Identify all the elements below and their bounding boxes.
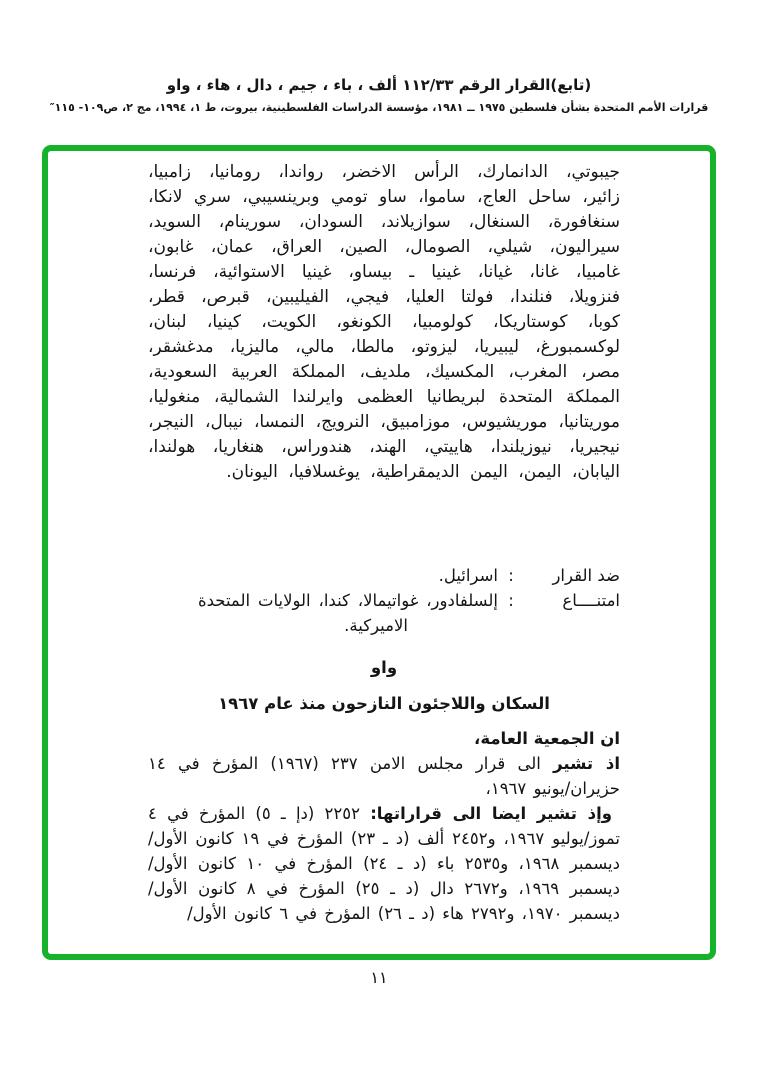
against-label: ضد القرار	[552, 566, 620, 585]
preamble-intro: ان الجمعية العامة،	[474, 729, 620, 748]
resolution-title: (تابع)القرار الرقم ١١٢/٣٣ ألف ، باء ، جيم ، دال ، هاء ، واو	[166, 76, 592, 94]
citation-line: قرارات الأمم المتحدة بشأن فلسطين ١٩٧٥ ــ ١٩٨١، مؤسسة الدراسات الفلسطينية، بيروت، ط ١، ١٩٩٤، مج ٢، ص١٠٩- ١١٥″	[49, 101, 709, 114]
vote-abstain-row	[148, 588, 620, 638]
paragraph-1-lead: اذ تشير	[553, 754, 620, 773]
abstain-value-line1: إلسلفادور، غواتيمالا، كندا، الولايات المتحدة	[198, 591, 498, 610]
paragraph-2-lead: وإذ تشير ايضا الى قراراتها:	[370, 804, 612, 823]
against-value: اسرائيل.	[438, 566, 498, 585]
preamble-paragraph-1	[148, 751, 620, 801]
preamble-paragraph-2	[148, 801, 620, 926]
abstain-value-line2: الاميركية.	[344, 616, 408, 635]
resolution-text-box	[42, 145, 716, 960]
vote-in-favor-list: جيبوتي، الدانمارك، الرأس الاخضر، رواندا، رومانيا، زامبيا، زائير، ساحل العاج، ساموا، ساو تومي وبرينسيبي، سري لانكا، سنغافورة، السنغال، سوازيلاند، السودان، سورينام، السويد، سيراليون، شيلي، الصومال، الصين، العراق، عمان، غابون، غامبيا، غانا، غيانا، غينيا ـ بيساو، غينيا الاستوائية، فرنسا، فنزويلا، فنلندا، فولتا العليا، فيجي، الفيليبين، قبرص، قطر، كوبا، كوستاريكا، كولومبيا، الكونغو، الكويت، كينيا، لبنان، لوكسمبورغ، ليبيريا، ليزوتو، مالطا، مالي، ماليزيا، مدغشقر، مصر، المغرب، المكسيك، ملديف، المملكة العربية السعودية، المملكة المتحدة لبريطانيا العظمى وايرلندا الشمالية، منغوليا، موريتانيا، موريشيوس، موزامبيق، النرويج، النمسا، نيبال، النيجر، نيجيريا، نيوزيلندا، هاييتي، الهند، هندوراس، هنغاريا، هولندا، اليابان، اليمن، اليمن الديمقراطية، يوغسلافيا، اليونان.	[148, 162, 620, 482]
vote-against-row	[148, 563, 620, 588]
against-colon-separator: :	[508, 566, 514, 585]
section-title-heading: السكان واللاجئون النازحون منذ عام ١٩٦٧	[218, 694, 550, 713]
abstain-value	[148, 588, 498, 638]
paragraph-1-body: الى قرار مجلس الامن ٢٣٧ (١٩٦٧) المؤرخ في ١٤ حزيران/يونيو ١٩٦٧،	[148, 754, 620, 798]
abstain-colon-separator: :	[508, 591, 514, 610]
abstain-label: امتنــــاع	[562, 591, 620, 610]
section-letter-heading: واو	[370, 658, 398, 677]
document-header	[0, 76, 758, 114]
page-number: ١١	[370, 968, 388, 987]
paragraph-2-body: ٢٢٥٢ (دإ ـ ٥) المؤرخ في ٤ تموز/يوليو ١٩٦٧، و٢٤٥٢ ألف (د ـ ٢٣) المؤرخ في ١٩ كانون الأول/ديسمبر ١٩٦٨، و٢٥٣٥ باء (د ـ ٢٤) المؤرخ في ١٠ كانون الأول/ديسمبر ١٩٦٩، و٢٦٧٢ دال (د ـ ٢٥) المؤرخ في ٨ كانون الأول/ديسمبر ١٩٧٠، و٢٧٩٢ هاء (د ـ ٢٦) المؤرخ في ٦ كانون الأول/	[148, 804, 621, 923]
